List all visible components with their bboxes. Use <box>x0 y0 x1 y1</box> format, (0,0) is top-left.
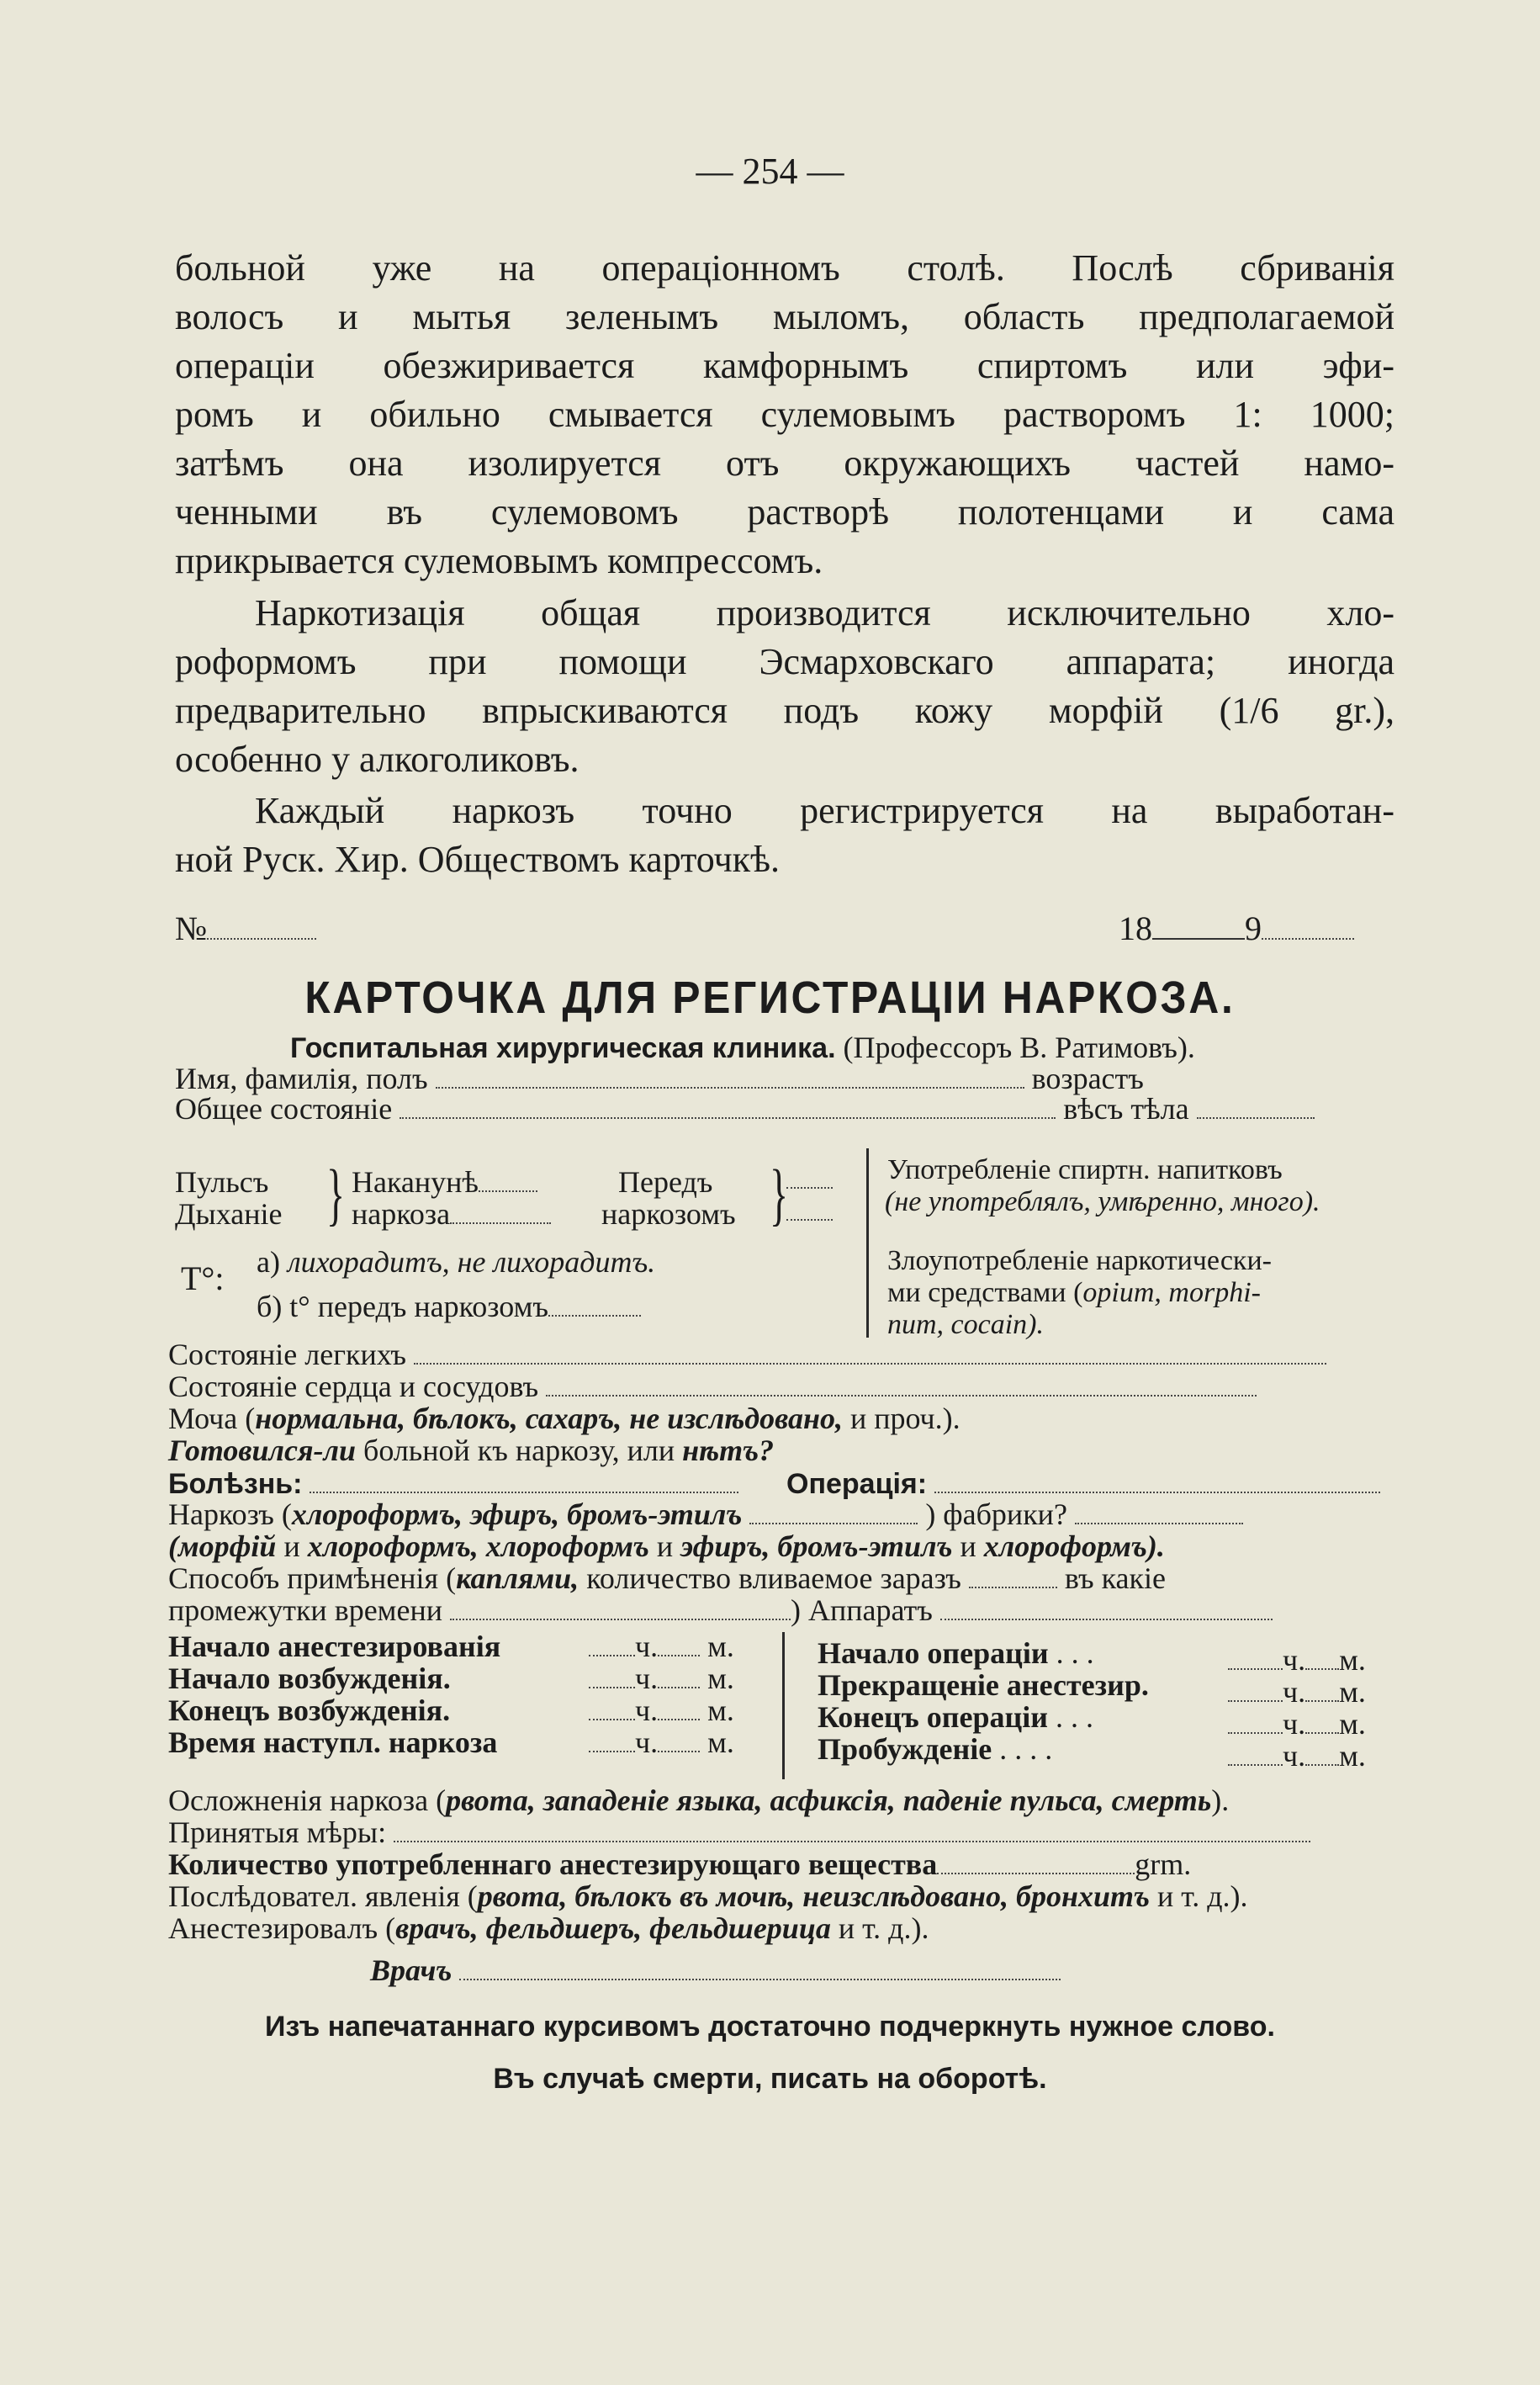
after-effects-row <box>168 1879 1248 1913</box>
mix-3: эфиръ, бромъ-этилъ <box>680 1529 953 1563</box>
eve-line-1 <box>352 1165 537 1199</box>
temp-label: Т°: <box>181 1259 225 1297</box>
fill-line <box>479 1169 537 1192</box>
prepared-row <box>168 1434 774 1467</box>
fill-line <box>207 916 316 940</box>
temp-a-line <box>257 1245 655 1279</box>
grm-label: grm. <box>1135 1847 1192 1881</box>
intervals-label: промежутки времени <box>168 1593 442 1627</box>
name-label: Имя, фамилія, полъ <box>175 1062 428 1095</box>
fill-line <box>589 1729 635 1752</box>
disease-row <box>168 1468 738 1501</box>
fill-line <box>658 1729 700 1752</box>
wake-label: Пробужденіе <box>818 1732 992 1766</box>
narcosis-row <box>168 1497 1243 1531</box>
fill-line <box>1305 1710 1339 1734</box>
card-title: КАРТОЧКА ДЛЯ РЕГИСТРАЦІИ НАРКОЗА. <box>304 973 1236 1023</box>
start-excit-label: Начало возбужденія. <box>168 1662 451 1695</box>
fill-line <box>786 1165 833 1189</box>
hours-label: ч. <box>1283 1707 1306 1741</box>
brace-left: } <box>326 1155 346 1232</box>
mix-4: хлороформъ). <box>983 1529 1165 1563</box>
hours-label: ч. <box>1283 1643 1306 1677</box>
prepared-text: больной къ наркозу, или <box>363 1434 675 1467</box>
fill-line <box>1228 1678 1283 1702</box>
urine-rest: и проч.). <box>849 1402 961 1435</box>
anesthetist-options: врачъ, фельдшеръ, фельдшерица <box>395 1911 831 1945</box>
fill-line <box>1075 1501 1243 1524</box>
stop-anest-row <box>818 1668 1149 1702</box>
hours-label: ч. <box>635 1725 659 1759</box>
time-hm <box>589 1662 734 1695</box>
end-op-row: Конецъ операціи . . . <box>818 1700 1093 1734</box>
eve-label-2: наркоза <box>352 1197 451 1231</box>
start-anest-row <box>168 1630 500 1663</box>
mix-and-3: и <box>960 1529 976 1563</box>
pulse-label: Пульсъ <box>175 1165 269 1199</box>
time-hm <box>1228 1643 1366 1677</box>
eve-label: Наканунѣ <box>352 1165 479 1199</box>
temp-a-options: лихорадитъ, не лихорадитъ. <box>287 1245 656 1279</box>
fill-line <box>414 1341 1326 1365</box>
fill-line <box>589 1697 635 1720</box>
card-number-field <box>175 909 316 948</box>
fill-line <box>937 1851 1135 1874</box>
measures-label: Принятыя мѣры: <box>168 1815 387 1849</box>
start-op-label: Начало операціи <box>818 1636 1049 1670</box>
fill-line <box>1305 1742 1339 1766</box>
fill-line <box>658 1665 700 1688</box>
text-line: Каждый наркозъ точно регистрируется на выработан- <box>255 790 1394 831</box>
minutes-label: м. <box>1339 1675 1366 1709</box>
paragraph-3 <box>175 787 1394 884</box>
column-divider <box>866 1148 869 1338</box>
year-prefix: 18 <box>1119 909 1152 947</box>
fill-line <box>400 1095 1056 1119</box>
fill-line <box>1197 1095 1315 1119</box>
after-effects-options: рвота, бѣлокъ въ мочѣ, неизслѣдовано, бронхитъ <box>477 1879 1150 1913</box>
name-row <box>175 1062 1144 1095</box>
minutes-label: м. <box>1339 1643 1366 1677</box>
fill-line <box>1305 1646 1339 1670</box>
minutes-label: м. <box>707 1662 734 1695</box>
start-anest-label: Начало анестезированія <box>168 1630 501 1663</box>
fill-line <box>1305 1678 1339 1702</box>
fill-line <box>1152 920 1245 940</box>
end-excit-label: Конецъ возбужденія. <box>168 1693 451 1727</box>
fill-line <box>934 1470 1380 1493</box>
clinic-name: Госпитальная хирургическая клиника. <box>290 1032 836 1064</box>
operation-row <box>786 1468 1380 1501</box>
fill-line <box>459 1957 1061 1980</box>
method-label: Способъ примѣненія ( <box>168 1561 457 1595</box>
temp-b-line <box>257 1290 641 1323</box>
text-line: прикрывается сулемовымъ компрессомъ. <box>175 540 823 581</box>
mixture-row <box>168 1529 1165 1563</box>
intervals-row <box>168 1593 1273 1627</box>
time-hm <box>589 1630 734 1663</box>
onset-row <box>168 1725 497 1759</box>
measures-row <box>168 1815 1310 1849</box>
hours-label: ч. <box>635 1630 659 1663</box>
minutes-label: м. <box>707 1630 734 1663</box>
pulse-fill <box>786 1165 833 1193</box>
fill-line <box>658 1697 700 1720</box>
heart-row <box>168 1370 1257 1403</box>
heart-label: Состояніе сердца и сосудовъ <box>168 1370 539 1403</box>
start-excit-row <box>168 1662 451 1695</box>
narcosis-options: хлороформъ, эфиръ, бромъ-этилъ <box>291 1497 743 1531</box>
hours-label: ч. <box>635 1693 659 1727</box>
instruction-note: Изъ напечатаннаго курсивомъ достаточно подчеркнуть нужное слово. <box>265 2011 1275 2043</box>
fill-line <box>394 1819 1310 1842</box>
fill-line <box>548 1293 641 1317</box>
disease-label: Болѣзнь: <box>168 1468 303 1500</box>
narcosis-factory: ) фабрики? <box>925 1497 1067 1531</box>
paragraph-1 <box>175 244 1394 586</box>
hours-label: ч. <box>635 1662 659 1695</box>
method-row <box>168 1561 1166 1595</box>
year-suffix: 9 <box>1245 909 1262 947</box>
narcotics-options-2: num, cocain). <box>887 1309 1045 1340</box>
fill-line <box>589 1665 635 1688</box>
hours-label: ч. <box>1283 1739 1306 1773</box>
text-line: ной Руск. Хир. Обществомъ карточкѣ. <box>175 839 781 880</box>
eve-line-2 <box>352 1197 551 1231</box>
urine-options: нормальна, бѣлокъ, сахаръ, не изслѣдовано, <box>255 1402 843 1435</box>
method-intervals: въ какіе <box>1064 1561 1167 1595</box>
fill-line <box>450 1200 551 1224</box>
method-option: каплями, <box>456 1561 579 1595</box>
fill-line <box>1228 1742 1283 1766</box>
narcotics-line-2 <box>887 1277 1261 1309</box>
lungs-label: Состояніе легкихъ <box>168 1338 406 1371</box>
narcosis-label: Наркозъ ( <box>168 1497 292 1531</box>
anesthetist-row <box>168 1911 929 1945</box>
complications-label: Осложненія наркоза ( <box>168 1783 447 1817</box>
breath-fill <box>786 1197 833 1225</box>
mix-and-2: и <box>656 1529 674 1563</box>
text-line: ромъ и обильно смывается сулемовымъ растворомъ 1: 1000; <box>175 394 1394 435</box>
clinic-professor: (Профессоръ В. Ратимовъ). <box>843 1031 1195 1064</box>
time-hm <box>1228 1707 1366 1741</box>
fill-line <box>786 1197 833 1221</box>
narcotics-options: opium, morphi- <box>1082 1277 1261 1308</box>
urine-row <box>168 1402 961 1435</box>
text-line: затѣмъ она изолируется отъ окружающихъ частей намо- <box>175 443 1394 484</box>
amount-label: Количество употребленнаго анестезирующаго вещества <box>168 1847 938 1881</box>
weight-label: вѣсъ тѣла <box>1063 1092 1189 1126</box>
state-label: Общее состояніе <box>175 1092 393 1126</box>
time-hm <box>589 1725 734 1759</box>
death-note: Въ случаѣ смерти, писать на оборотѣ. <box>493 2063 1047 2095</box>
complications-row <box>168 1783 1229 1817</box>
text-line: роформомъ при помощи Эсмарховскаго аппарата; иногда <box>175 641 1394 682</box>
operation-label: Операція: <box>786 1468 928 1500</box>
time-hm <box>589 1693 734 1727</box>
temp-b: б) t° передъ наркозомъ <box>257 1290 549 1323</box>
amount-row <box>168 1847 1191 1881</box>
text-line: Наркотизація общая производится исключительно хло- <box>255 592 1394 633</box>
text-line: ченными въ сулемовомъ растворѣ полотенцами и сама <box>175 491 1394 533</box>
lungs-row <box>168 1338 1326 1371</box>
age-label: возрастъ <box>1031 1062 1144 1095</box>
alcohol-options: (не употреблялъ, умѣренно, много). <box>885 1186 1320 1217</box>
text-line: предварительно впрыскиваются подъ кожу морфій (1/6 gr.), <box>175 690 1394 731</box>
times-divider <box>782 1632 785 1779</box>
minutes-label: м. <box>707 1693 734 1727</box>
temp-a: а) <box>257 1245 280 1279</box>
complications-end: ). <box>1211 1783 1230 1817</box>
minutes-label: м. <box>707 1725 734 1759</box>
onset-label: Время наступл. наркоза <box>168 1725 498 1759</box>
after-effects-end: и т. д.). <box>1156 1879 1248 1913</box>
paragraph-2 <box>175 589 1394 784</box>
prepared-q: Готовился-ли <box>168 1434 356 1467</box>
apparatus-label: ) Аппаратъ <box>790 1593 933 1627</box>
narcotics-text: ми средствами ( <box>887 1277 1083 1308</box>
doctor-label: Врачъ <box>370 1953 452 1987</box>
before-label-2: наркозомъ <box>601 1197 736 1231</box>
clinic-line <box>290 1031 1195 1064</box>
urine-label: Моча ( <box>168 1402 256 1435</box>
anesthetist-label: Анестезировалъ ( <box>168 1911 396 1945</box>
text-line: волосъ и мытья зеленымъ мыломъ, область предполагаемой <box>175 296 1394 337</box>
hours-label: ч. <box>1283 1675 1306 1709</box>
anesthetist-end: и т. д.). <box>838 1911 929 1945</box>
after-effects-label: Послѣдовател. явленія ( <box>168 1879 478 1913</box>
minutes-label: м. <box>1339 1739 1366 1773</box>
fill-line <box>310 1470 738 1493</box>
fill-line <box>589 1633 635 1656</box>
time-hm <box>1228 1739 1366 1773</box>
page-number: — 254 — <box>696 151 844 192</box>
breath-label: Дыханіе <box>175 1197 283 1231</box>
fill-line <box>1228 1710 1283 1734</box>
start-op-row: Начало операціи . . . <box>818 1636 1094 1670</box>
fill-line <box>658 1633 700 1656</box>
prepared-q2: нѣтъ? <box>682 1434 775 1467</box>
fill-line <box>940 1597 1273 1620</box>
mix-2: хлороформъ, хлороформъ <box>307 1529 649 1563</box>
wake-row: Пробужденіе . . . . <box>818 1732 1053 1766</box>
mix-and-1: и <box>283 1529 300 1563</box>
text-line: операціи обезжиривается камфорнымъ спиртомъ или эфи- <box>175 345 1394 386</box>
complications-options: рвота, западеніе языка, асфиксія, паденіе пульса, смерть <box>446 1783 1212 1817</box>
doctor-row <box>370 1953 1061 1987</box>
minutes-label: м. <box>1339 1707 1366 1741</box>
before-label-1: Передъ <box>618 1165 713 1199</box>
brace-right: } <box>770 1155 789 1232</box>
narcotics-label: Злоупотребленіе наркотически- <box>887 1245 1272 1276</box>
fill-line <box>969 1565 1057 1588</box>
stop-anest-label: Прекращеніе анестезир. <box>818 1668 1149 1702</box>
card-year-field <box>1119 909 1354 948</box>
method-amount: количество вливаемое заразъ <box>586 1561 961 1595</box>
state-row <box>175 1092 1315 1126</box>
text-line: особенно у алкоголиковъ. <box>175 739 579 780</box>
end-excit-row <box>168 1693 450 1727</box>
fill-line <box>450 1597 791 1620</box>
fill-line <box>546 1373 1257 1397</box>
end-op-label: Конецъ операціи <box>818 1700 1048 1734</box>
fill-line <box>436 1065 1024 1089</box>
alcohol-label: Употребленіе спиртн. напитковъ <box>887 1154 1283 1185</box>
fill-line <box>1228 1646 1283 1670</box>
mix-1: (морфій <box>168 1529 277 1563</box>
number-label: № <box>175 909 208 947</box>
fill-line <box>749 1501 918 1524</box>
time-hm <box>1228 1675 1366 1709</box>
fill-line <box>1262 916 1354 940</box>
text-line: больной уже на операціонномъ столѣ. Послѣ сбриванія <box>175 247 1394 289</box>
